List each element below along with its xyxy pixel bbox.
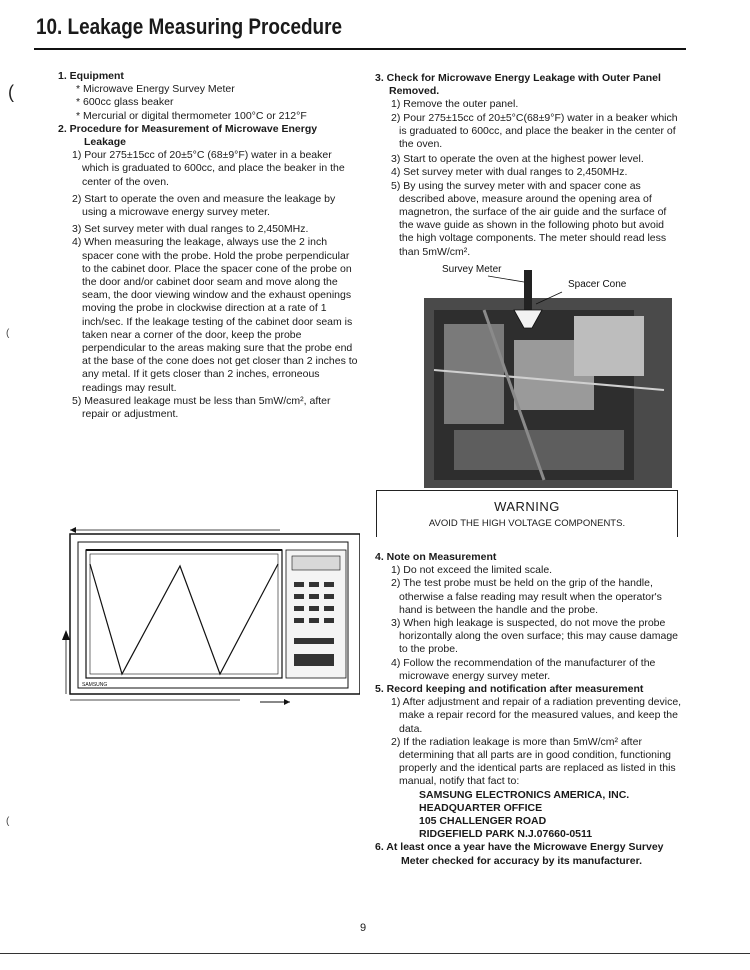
list-item: 3) Start to operate the oven at the highest power level.	[391, 153, 644, 166]
list-item: * Microwave Energy Survey Meter	[76, 83, 235, 96]
address-line: SAMSUNG ELECTRONICS AMERICA, INC.	[419, 788, 630, 801]
list-item: 2) If the radiation leakage is more than 5mW/cm² after determining that all parts are in good condition, functioning properly and the identical parts are replaced as listed in this manual, notify that fact to:	[391, 735, 676, 788]
section-heading: Leakage	[84, 136, 127, 149]
right-column-lower	[375, 551, 685, 868]
list-item: 2) Pour 275±15cc of 20±5°C(68±9°F) water in a beaker which is graduated to 600cc, and place the beaker in the center of the oven.	[391, 111, 678, 151]
list-item: 5) By using the survey meter with and spacer cone as described above, measure around the opening area of magnetron, the surface of the air guide and the surface of the wave guide as shown in the following photo but avoid the high voltage components. The meter should read less than 5mW/cm².	[391, 179, 667, 258]
binding-mark: (	[6, 816, 10, 827]
section-heading: 5. Record keeping and notification after measurement	[375, 683, 644, 696]
section-heading: Meter checked for accuracy by its manufacturer.	[401, 854, 643, 867]
binding-mark: (	[6, 328, 10, 339]
section-heading: Removed.	[389, 85, 440, 98]
list-item: 1) Do not exceed the limited scale.	[391, 564, 553, 577]
page-title: 10. Leakage Measuring Procedure	[36, 14, 343, 39]
section-heading: 4. Note on Measurement	[375, 551, 497, 563]
list-item: 1) Remove the outer panel.	[391, 98, 519, 111]
list-item: * 600cc glass beaker	[76, 96, 174, 109]
photo-label-spacer-cone: Spacer Cone	[568, 279, 627, 290]
warning-text: AVOID THE HIGH VOLTAGE COMPONENTS.	[428, 518, 626, 529]
title-rule	[34, 48, 686, 50]
list-item: * Mercurial or digital thermometer 100°C or 212°F	[76, 109, 307, 122]
photo-label-survey-meter: Survey Meter	[442, 264, 502, 275]
list-item: 4) Follow the recommendation of the manufacturer of the microwave energy survey meter.	[391, 656, 656, 682]
microwave-illustration	[60, 522, 360, 712]
right-column	[375, 72, 680, 259]
section-heading: 2. Procedure for Measurement of Microwave Energy	[58, 122, 318, 135]
list-item: 4) Set survey meter with dual ranges to 2,450MHz.	[391, 166, 628, 179]
left-column	[58, 70, 358, 421]
page-number: 9	[360, 922, 367, 934]
list-item: 1) After adjustment and repair of a radiation preventing device, make a repair record for the measured values, and keep the data.	[391, 696, 682, 735]
section-heading: 3. Check for Microwave Energy Leakage with Outer Panel	[375, 72, 661, 84]
list-item: 2) Start to operate the oven and measure the leakage by using a microwave energy survey meter.	[72, 192, 336, 219]
list-item: 2) The test probe must be held on the grip of the handle, otherwise a false reading may result when the operator's hand is between the handle and the probe.	[391, 577, 662, 616]
address-line: RIDGEFIELD PARK N.J.07660-0511	[419, 828, 593, 841]
list-item: 3) When high leakage is suspected, do not move the probe horizontally along the oven surface; this may cause damage to the probe.	[391, 617, 678, 656]
address-line: 105 CHALLENGER ROAD	[419, 815, 547, 828]
brand-logo: SAMSUNG	[82, 682, 108, 688]
warning-box	[376, 490, 678, 537]
list-item: 3) Set survey meter with dual ranges to 2,450MHz.	[72, 223, 309, 236]
leakage-photo	[424, 270, 672, 488]
list-item: 1) Pour 275±15cc of 20±5°C (68±9°F) water in a beaker which is graduated to 600cc, and place the beaker in the center of the oven.	[72, 149, 345, 188]
section-heading: 6. At least once a year have the Microwave Energy Survey	[375, 841, 664, 854]
list-item: 5) Measured leakage must be less than 5mW/cm², after repair or adjustment.	[72, 394, 331, 421]
binding-mark: (	[8, 82, 14, 102]
list-item: 4) When measuring the leakage, always use the 2 inch spacer cone with the probe. Hold the probe perpendicular to the cabinet door. Place the spacer cone of the probe on the door and/or cabinet door seam and move along the seam, the door viewing window and the exhaust openings moving the probe in clockwise direction at a rate of 1 inch/sec. If the leakage testing of the cabinet door seam is taken near a corner of the door, keep the probe perpendicular to the areas making sure that the probe end at the base of the cone does not get closer than 2 inches to any metal. If it gets closer than 2 inches, erroneous readings may result.	[72, 236, 358, 394]
footer-rule	[0, 953, 750, 954]
section-heading: 1. Equipment	[58, 70, 124, 82]
address-line: HEADQUARTER OFFICE	[419, 801, 543, 814]
warning-title: WARNING	[494, 499, 560, 514]
